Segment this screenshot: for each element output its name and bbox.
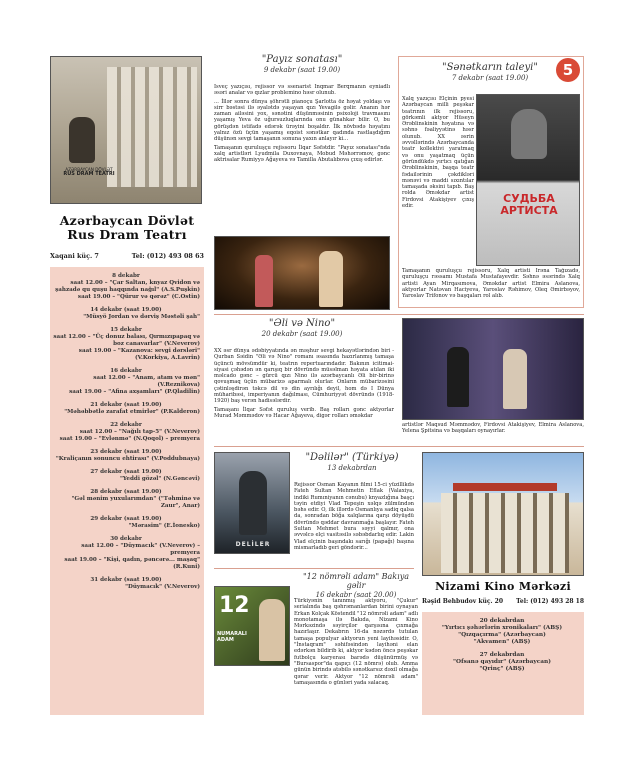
actor-figure-1 — [255, 255, 273, 307]
eli-stage-photo — [402, 318, 584, 420]
senetkar-poster — [476, 94, 580, 266]
kino-address: Rəşid Behbudov küç. 20 — [422, 598, 504, 605]
theatre-address-bar — [50, 252, 204, 260]
theatre-schedule-line: "Düymacık" (V.Neverov) — [125, 584, 200, 590]
theatre-schedule-line: "Gəl mənim yuxularımdan" ("Təhminə və Zaur", Anar) — [71, 496, 200, 509]
photo-sign-line2: RUS DRAM TEATRI — [63, 171, 115, 177]
kino-schedule-item — [422, 650, 584, 677]
theatre-phone: Tel: (012) 493 08 63 — [131, 252, 204, 260]
kino-schedule-line: "Ofsanə qayıdır" (Azərbaycan) — [453, 659, 551, 665]
eli-continuation: artistlər Maqsud Məmmədov, Firdovsi Atakişiyev, Elmira Aslanova, Yelena Şpitsina və başqaları oynayırlar. — [402, 422, 584, 435]
senetkar-date: 7 dekabr (saat 19.00) — [451, 74, 529, 82]
theatre-schedule-date: 21 dekabr (saat 19.00) — [90, 402, 162, 408]
theatre-name-line1: Azərbaycan Dövlət — [59, 213, 195, 228]
actor-figure-2 — [319, 251, 343, 307]
kino-facade — [441, 493, 569, 573]
kino-address-bar — [422, 598, 584, 605]
senetkar-title: "Sənətkarın taleyi" — [442, 62, 538, 73]
payiz-stage-photo — [214, 236, 390, 310]
deliler-top-rule — [214, 446, 584, 447]
theatre-schedule-date: 8 dekabr — [112, 273, 140, 279]
theatre-schedule-item — [50, 467, 204, 487]
actor-figure-4 — [503, 349, 527, 409]
theatre-name-line2: Rus Dram Teatrı — [67, 227, 187, 242]
eli-text — [214, 348, 394, 444]
theatre-address: Xaqani küç. 7 — [50, 252, 99, 260]
theatre-schedule-item — [50, 420, 204, 447]
theatre-name — [48, 214, 206, 242]
poster-title-line1: СУДЬБА — [503, 192, 555, 205]
poster-warrior — [239, 471, 267, 535]
theatre-schedule-item — [50, 366, 204, 400]
theatre-building-photo — [50, 56, 202, 204]
theatre-schedule-date: 28 dekabr (saat 19.00) — [90, 489, 162, 495]
theatre-schedule-line: saat 12.00 – "Anam, atam və mən" (V.Reznikova) — [93, 375, 200, 388]
senetkar-text-2: Tamaşanın quruluşçu rejissoru, Xalq artisti İrəna Tağızadə, quruluşçu rəssamı Mustafa Mustafayevdir. Səhnə əsərində Xalq artisti Ayan Mirqasımova, Əməkdar artist Elmira Aslanova, aktyorlar Natəvan Haciyeva, Yaroslav Rəhimov, Oleq Əmirbəyov, Yaroslav Trifonov və başqaları rol alıb. — [402, 268, 580, 300]
theatre-schedule-line: saat 19.00 – "Kişi, qadın, pəncərə... maşaq" (R.Kuni) — [64, 557, 200, 570]
deliler-header — [294, 452, 410, 472]
theatre-schedule-line: "Mərasim" (E.İonesko) — [128, 523, 200, 529]
deliler-poster-text: DELİLER — [235, 541, 271, 548]
kino-building-photo — [422, 452, 584, 576]
theatre-schedule — [50, 267, 204, 715]
eli-paragraph-1: XX əsr dünya ədəbiyyatında ən məşhur sevgi hekayətlərindən biri - Qurban Səidin "Əli və Nino" romanı əsasında hazırlanmış tamaşa üçüncü mövsümdür ki, teatrın repertuarındadır. Bakının icitimai-siyasi çəhədən ən qarışıq bir dövründə müsəlman həyata atılan iki məlcado gənc – gürcü qızı Nino ilə azərbaycanlı Əli bir-birinə qovuşmaq üçün mübarizə aparmalı olurlar. Onların mübarizəsini çətinləşdirən təkcə dil və din ayrılığı deyil, hom də I Dünya müharibəsi, imperiyanın dağılması, Cümhuriyyət dövründə (1918-1920) baş verən hadisələrdir. — [214, 348, 394, 405]
actor-figure-3 — [447, 347, 469, 407]
eli-date: 20 dekabr (saat 19.00) — [261, 330, 343, 338]
poster-actor — [259, 599, 285, 661]
kino-phone: Tel: (012) 493 28 18 — [516, 598, 584, 605]
payiz-paragraph-3: Tamaşanın quruluşçu rejissoru İlqar Səfətdir. "Payız sonatası"nda xalq artistləri Lyudmila Duxovnaya, Mobud Məhərrəmov, gənc aktrisalar Rumiyyə Ağayeva və Tamilla Abutalıbova çıxış edirlər. — [214, 144, 390, 164]
theatre-schedule-line: saat 19.00 – "Qürur və qərəz" (C.Ostin) — [77, 294, 200, 300]
theatre-schedule-date: 22 dekabr — [110, 422, 142, 428]
theatre-schedule-date: 15 dekabr — [110, 327, 142, 333]
payiz-date: 9 dekabr (saat 19.00) — [263, 66, 341, 74]
theatre-schedule-line: saat 19.00 – "Kazanova: sevgi dərsləri" (V.Korkiya, A.Lavrin) — [78, 348, 200, 361]
theatre-schedule-line: saat 19.00 – "Afina axşamları" (P.Qladilin) — [69, 389, 200, 395]
theatre-schedule-date: 31 dekabr (saat 19.00) — [90, 577, 162, 583]
payiz-paragraph-2: ... İllər sonra dünya şöhrətli pianoçu Şarlotta öz həyat yoldaşı və sirr bəstəsi ilə əyalətdə yaşayan qızı Yevagilə gəlir. Ananın hər zaman ailəsini yox, sənətini düşünməsinin psixoloji travmasını yaşamış Yeva öz uğursuzluqlarında onu günahkar bilir. O, bu görüşdən istifadə edərək ürəyini boşaldır. İlk növbədə həyatını yalnız özü üçün yaşamış eqoist sənətkar qadında rastlaşdığım düşünən sevgi tamaşanın sonuna yaxın anlayır ki... — [214, 98, 390, 143]
kino-schedule-date: 20 dekabrdan — [479, 618, 525, 624]
statue-icon — [69, 117, 95, 163]
kino-schedule-date: 27 dekabrdan — [479, 652, 525, 658]
kino-schedule-line: "Akvamen" (ABŞ) — [473, 639, 531, 645]
theatre-schedule-line: saat 12.00 – "Nağılı tap-5" (V.Neverov) — [79, 429, 200, 435]
theatre-schedule-item — [50, 400, 204, 420]
theatre-schedule-date: 27 dekabr (saat 19.00) — [90, 469, 162, 475]
poster-title-line2: АРТИСТА — [500, 204, 558, 217]
poster-title — [477, 193, 581, 217]
payiz-header — [214, 54, 390, 74]
theatre-sign — [59, 167, 119, 177]
theatre-schedule-item — [50, 305, 204, 325]
payiz-text — [214, 84, 390, 234]
kino-schedule-line: "Yırtıcı şəhərlərin xronikaları" (ABŞ) — [441, 625, 563, 631]
eli-paragraph-2: Tamaşanı İlqar Səfət quruluş verib. Baş rolları gənc aktyorlar Murad Məmmədov və Hacar Ağayeva, digər rolları əməkdar — [214, 406, 394, 419]
payiz-paragraph-1: İsveç yazıçısı, rejissor və ssenarist İnqmar Berqmanın eyniadlı əsəri analar və qızlar problemino həsr olunub. — [214, 84, 390, 97]
theatre-schedule-line: "Kraliçanın sonuncu ehtirası" (V.Poddubnaya) — [55, 456, 200, 462]
building-columns — [107, 67, 197, 187]
theatre-schedule-date: 14 dekabr (saat 19.00) — [90, 307, 162, 313]
numarali-top-rule — [214, 568, 414, 569]
kino-schedule — [422, 612, 584, 715]
kino-sign — [453, 483, 557, 491]
theatre-schedule-line: "Yeddi gözəl" (N.Gəncəvi) — [120, 476, 200, 482]
eli-top-rule — [214, 314, 584, 315]
theatre-schedule-date: 16 dekabr — [110, 368, 142, 374]
theatre-schedule-line: saat 19.00 – "Evlənmə" (N.Qoqol) – premyera — [59, 436, 200, 442]
numarali-poster-line: NUMARALI ADAM — [217, 631, 247, 643]
theatre-schedule-item — [50, 487, 204, 514]
deliler-text: Rejissor Osman Kayanın filmi 15-ci yüzillikdə Fateh Sultan Mehmetin Eflak (Valaxiya, indiki Rumıniyanın cənubu) knyazlığına başçı təyin etdiyi Vlad Tepeşin xəlqə zülmündən bəhs edir. O, ilk illərdə Osmanlıya sadiq qalsa da, sonradan böğa xalqlarına qarşı döyüşdü dövründə qəddar davranmağa başlayır. Fateh Sultan Mehmet bura səyyi qalmır, ona əvvəlcə elçi vasitəsilə səbəbdarlıq edir. Lakin Vlad elçinin başındakı sarığı (papağı) başına mismarladıb geri göndərir... — [294, 482, 414, 551]
payiz-title: "Payız sonatası" — [261, 54, 343, 65]
kino-schedule-line: "Qrinç" (ABŞ) — [479, 666, 525, 672]
theatre-schedule-date: 23 dekabr (saat 19.00) — [90, 449, 162, 455]
numarali-header — [294, 572, 418, 599]
kino-schedule-line: "Qızqaçırma" (Azərbaycan) — [458, 632, 546, 638]
theatre-schedule-item — [50, 447, 204, 467]
eli-title: "Əli və Nino" — [268, 318, 336, 329]
theatre-schedule-line: "Müsyö Jordan və dərviş Məstəli şah" — [83, 314, 200, 320]
theatre-schedule-line: "Məhəbbətlə zarafat etmirlər" (P.Kalderon) — [64, 409, 200, 415]
senetkar-header — [430, 62, 550, 82]
theatre-schedule-date: 29 dekabr (saat 19.00) — [90, 516, 162, 522]
theatre-schedule-item — [50, 575, 204, 595]
numarali-poster — [214, 586, 290, 666]
photo-sign-line1: AZƏRBAYCAN DÖVLƏT — [65, 167, 113, 172]
numarali-title: "12 nömrəli adam" Bakıya gəlir — [303, 572, 409, 590]
theatre-schedule-line: saat 12.00 – "Üç donuz balası, Qırmızıpapaq və boz canavarlar" (V.Neverov) — [53, 334, 200, 347]
deliler-poster — [214, 452, 290, 554]
poster-number: 12 — [219, 593, 250, 618]
deliler-title: "Dəlilər" (Türkiyə) — [305, 452, 399, 463]
poster-portrait — [511, 109, 547, 159]
numarali-text: Türkiyənin tanınmış aktyoru, "Çukur" serialında baş qəhrəmanlardan birini oynayan Erkan Kolçak Köstendil "12 nömrəli adam" adlı monotamaşa ilə Bakıda, Nizami Kino Mərkəzində səyirçilər qarşısına çıxmağa hazırlaşır. Dekabrın 16-da nəzərdə tutulan tamaşa populyar aktyorun yeni layihəsidir. O, "İnstaqram" səhifəsindən layihəni elan edərkən bildirib ki, aktyor kədən öncə peşəkar futbolçu karyerası barədə düşünürmüş və "Bursaspor"da qapıçı (12 nömrə) olub. Amma günün birində atəbilə sənətkarsız dəxil olmağa qərar verir. Aktyor "12 nömrəli adam" tamaşasında o günləri yada salacaq. — [294, 598, 418, 686]
page-number-badge: 5 — [556, 58, 580, 82]
theatre-schedule-item — [50, 325, 204, 366]
kino-name: Nizami Kino Mərkəzi — [435, 580, 571, 593]
senetkar-text: Xalq yazıçısı Elçinin pyesi Azərbaycan milli peşəkar teatrının ilk rejissoru, görkəmli aktyor Hüseyn Ərəblinskinin həyatına və səhnə fəaliyyətinə həsr olunub. XX əsrin əvvəllərində Azərbaycanda teatr kollektivi yaratmaq və onu yaşatmaq üçün göründükdə yırtıcı qatığan Ərəblinskinin, başqa teatr fədailərinin çəkdikləri mənəvi və maddi sıxıntılar tamaşada əksini tapıb. Baş roldа Əməkdar artist Firdovsi Atakişiyev çıxış edir. — [402, 96, 474, 210]
theatre-schedule-item — [50, 534, 204, 575]
eli-header — [214, 318, 390, 338]
theatre-schedule-item — [50, 271, 204, 305]
theatre-schedule-date: 30 dekabr — [110, 536, 142, 542]
theatre-schedule-line: saat 12.00 – "Çar Saltan, knyaz Qvidon və şahzadə qu quşu haqqında nağıl" (A.S.Puşkin) — [55, 280, 200, 293]
kino-schedule-item — [422, 616, 584, 650]
theatre-schedule-line: saat 12.00 – "Düymacık" (V.Neverov) – premyera — [81, 543, 200, 556]
numarali-date: 16 dekabr (saat 20.00) — [315, 591, 397, 599]
deliler-date: 13 dekabrdan — [327, 464, 377, 472]
theatre-schedule-item — [50, 514, 204, 534]
